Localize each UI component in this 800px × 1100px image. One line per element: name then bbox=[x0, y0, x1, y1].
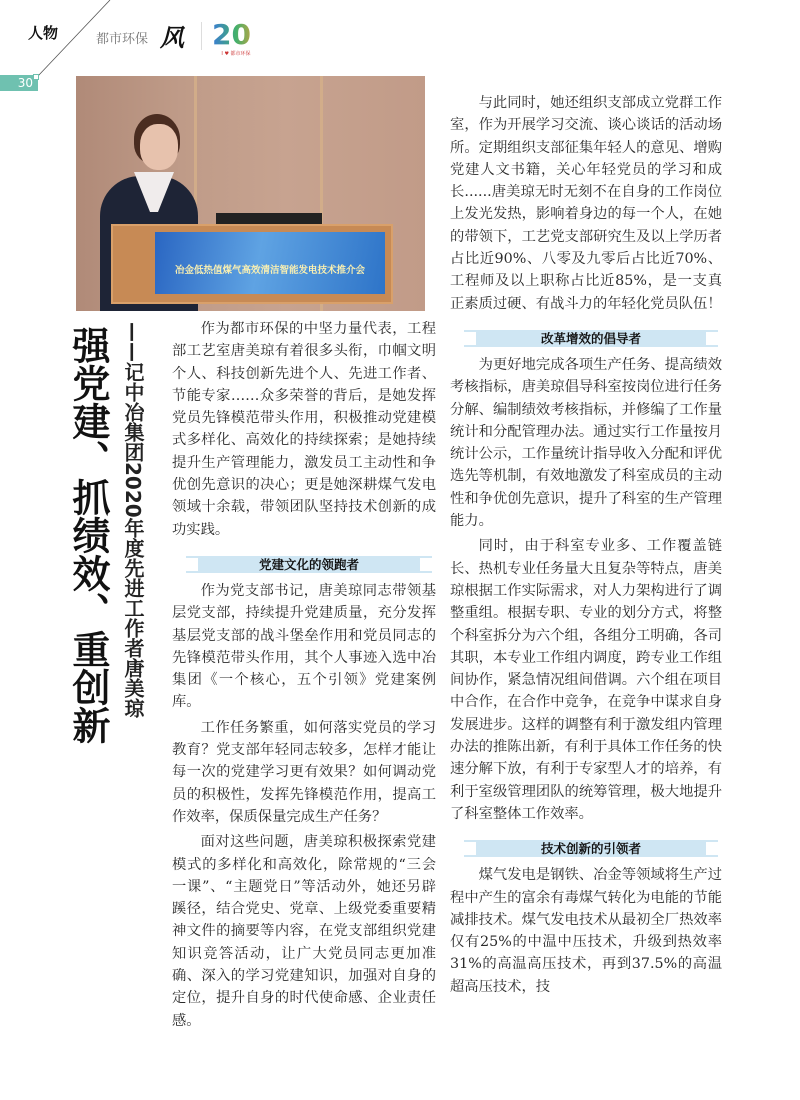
anniversary-logo bbox=[212, 20, 260, 56]
paragraph: 工作任务繁重，如何落实党员的学习教育？党支部年轻同志较多，怎样才能让每一次的党建学习更有效果？如何调动党员的积极性，发挥先锋模范作用，提高工作效率，保质保量完成生产任务？ bbox=[172, 719, 436, 825]
section-heading: 党建文化的领跑者 bbox=[186, 556, 432, 573]
left-column bbox=[172, 318, 436, 1032]
podium-banner bbox=[155, 232, 385, 294]
brand-name: 都市环保 bbox=[96, 32, 149, 47]
banner-text: 冶金低热值煤气高效清洁智能发电技术推介会 bbox=[174, 265, 365, 276]
paragraph: 面对这些问题，唐美琼积极探索党建模式的多样化和高效化，除常规的“三会一课”、“主题党日”等活动外，她还另辟蹊径，结合党史、党章、上级党委重要精神文件的摘要等内容，在党支部组织党建知识竞答活动，让广大党员同志更加准确、深入的学习党建知识，加强对自身的定位，提升自身的时代使命感、企业责任感。 bbox=[172, 834, 436, 1029]
speaker-face bbox=[140, 124, 178, 170]
podium bbox=[111, 224, 393, 304]
section-heading: 技术创新的引领者 bbox=[464, 840, 718, 857]
article-subtitle: ——记中冶集团2020年度先进工作者唐美琼 bbox=[121, 322, 145, 718]
paragraph: 煤气发电是钢铁、冶金等领域将生产过程中产生的富余有毒煤气转化为电能的节能减排技术。煤气发电技术从最初全厂热效率仅有25%的中温中压技术，升级到热效率31%的高温高压技术，再到37.5%的高温超高压技术，技 bbox=[450, 867, 722, 995]
article-title: 强党建、抓绩效、重创新 bbox=[66, 326, 110, 744]
paragraph: 作为党支部书记，唐美琼同志带领基层党支部，持续提升党建质量，充分发挥基层党支部的战斗堡垒作用和党员同志的先锋模范带头作用，其个人事迹入选中冶集团《一个核心，五个引领》党建案例库。 bbox=[172, 582, 436, 711]
logo-divider bbox=[201, 22, 202, 50]
paragraph: 为更好地完成各项生产任务、提高绩效考核指标，唐美琼倡导科室按岗位进行任务分解、编制绩效考核指标，并修编了工作量统计和分配管理办法。通过实行工作量按月统计公示，工作量统计指导收入分配和评优选先等机制，有效地激发了科室成员的主动性和争优创先意识，提升了科室的生产管理能力。 bbox=[450, 356, 722, 530]
paragraph: 同时，由于科室专业多、工作覆盖链长、热机专业任务量大且复杂等特点，唐美琼根据工作实际需求，对人力架构进行了调整重组。根据专职、专业的划分方式，将整个科室拆分为六个组，各组分工明确，各司其职，本专业工作组内调度，跨专业工作组间协作，紧急情况组间借调。六个组在项目中合作，在合作中竞争，在竞争中谋求自身发展进步。这样的调整有利于激发组内管理办法的推陈出新，有利于具体工作任务的快速分解下放，有利于专家型人才的培养，有利于室级管理团队的统筹管理，极大地提升了科室整体工作效率。 bbox=[450, 538, 722, 822]
right-column bbox=[450, 92, 722, 998]
paragraph: 作为都市环保的中坚力量代表，工程部工艺室唐美琼有着很多头衔，巾帼文明个人、科技创新先进个人、先进工作者、节能专家……众多荣誉的背后，是她发挥党员先锋模范带头作用，积极推动党建模式多样化、高效化的持续探索；是她持续提升生产管理能力，激发员工主动性和争优创先意识的决心；更是她深耕煤气发电领域十余载，带领团队坚持技术创新的成功实践。 bbox=[172, 321, 436, 538]
anniversary-tagline: I ♥ 都市环保 bbox=[221, 51, 251, 57]
brand-calligraphy-logo: 风 bbox=[160, 23, 184, 52]
article-photo bbox=[76, 76, 425, 311]
section-heading: 改革增效的倡导者 bbox=[464, 330, 718, 347]
page-number: 30 bbox=[0, 75, 38, 91]
section-label: 人物 bbox=[28, 24, 59, 42]
paragraph: 与此同时，她还组织支部成立党群工作室，作为开展学习交流、谈心谈话的活动场所。定期组织支部征集年轻人的意见、增购党建人文书籍，关心年轻党员的学习和成长......唐美琼无时无刻不在自身的工作岗位上发光发热，影响着身边的每一个人，在她的带领下，工艺党支部研究生及以上学历者占比近90%、八零及九零后占比近70%、工程师及以上职称占比近85%，是一支真正素质过硬、有战斗力的年轻化党员队伍！ bbox=[450, 95, 722, 312]
anniversary-number: 20 bbox=[212, 20, 260, 50]
